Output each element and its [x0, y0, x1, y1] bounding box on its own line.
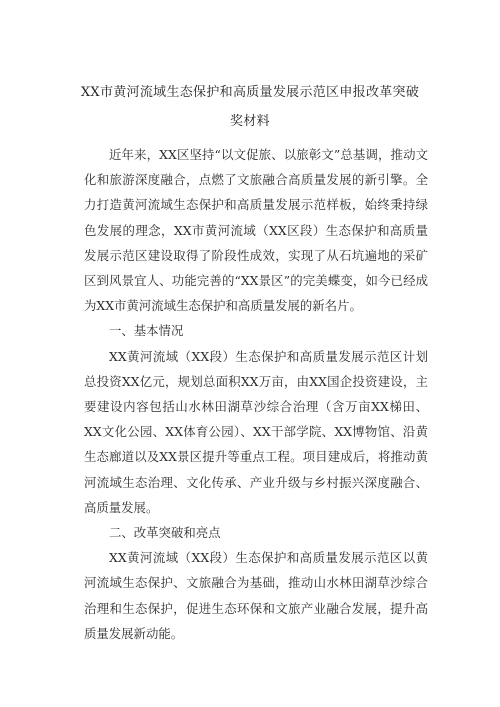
section-heading-reform-highlights: 二、改革突破和亮点: [109, 525, 221, 541]
section-heading-basic-info: 一、基本情况: [109, 323, 184, 339]
reform-highlights-paragraph: XX黄河流域（XX段）生态保护和高质量发展示范区以黄河流域生态保护、文旅融合为基础，推动山水林田湖草沙综合治理和生态保护，促进生态环保和文旅产业融合发展，提升高质量发展新动能。: [84, 550, 428, 641]
document-body: [84, 142, 428, 646]
document-title-line-1: XX市黄河流域生态保护和高质量发展示范区申报改革突破: [80, 85, 420, 100]
document-title-line-2: 奖材料: [230, 114, 270, 129]
intro-paragraph: 近年来，XX区坚持“以文促旅、以旅彰文”总基调，推动文化和旅游深度融合，点燃了文旅融合高质量发展的新引擎。全力打造黄河流域生态保护和高质量发展示范样板，始终秉持绿色发展的理念，XX市黄河流域（XX区段）生态保护和高质量发展示范区建设取得了阶段性成效，实现了从石坑遍地的采矿区到风景宜人、功能完善的“XX景区”的完美蝶变，如今已经成为XX市黄河流域生态保护和高质量发展的新名片。: [84, 147, 428, 314]
basic-info-paragraph: XX黄河流域（XX段）生态保护和高质量发展示范区计划总投资XX亿元，规划总面积XX万亩，由XX国企投资建设，主要建设内容包括山水林田湖草沙综合治理（含万亩XX梯田、XX文化公园、XX体育公园）、XX干部学院、XX博物馆、沿黄生态廊道以及XX景区提升等重点工程。项目建成后，将推动黄河流域生态治理、文化传承、产业升级与乡村振兴深度融合、高质量发展。: [84, 348, 428, 515]
